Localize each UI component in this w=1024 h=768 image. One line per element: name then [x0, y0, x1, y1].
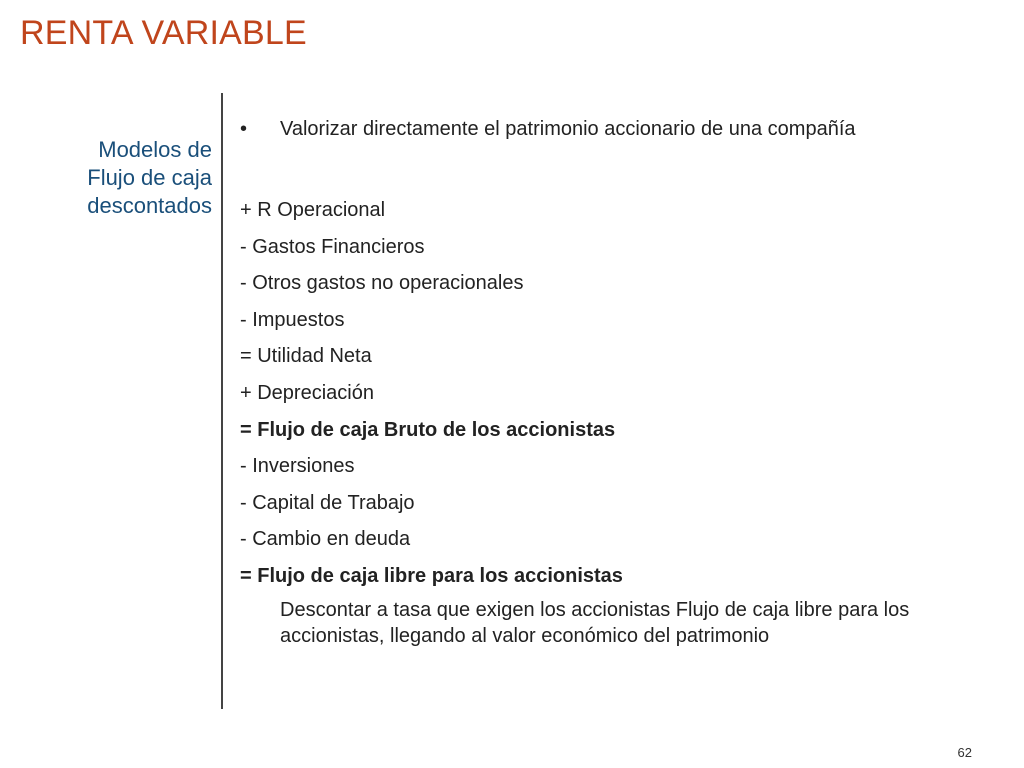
cash-flow-line: - Otros gastos no operacionales	[240, 272, 524, 295]
bullet-text: Valorizar directamente el patrimonio accionario de una compañía	[280, 118, 856, 140]
cash-flow-line: - Cambio en deuda	[240, 528, 411, 551]
page-number: 62	[957, 745, 972, 760]
section-label-line: Flujo de caja	[87, 165, 212, 190]
cash-flow-line: - Gastos Financieros	[240, 235, 425, 258]
discount-note: Descontar a tasa que exigen los accionistas Flujo de caja libre para los accionistas, llegando al valor económico del patrimonio	[280, 598, 910, 647]
spacer	[240, 154, 980, 192]
bullet-item	[240, 118, 980, 154]
slide-title: RENTA VARIABLE	[20, 14, 307, 52]
cash-flow-line: + R Operacional	[240, 199, 386, 221]
cash-flow-line-total: = Flujo de caja Bruto de los accionistas	[240, 418, 616, 441]
cash-flow-line: - Impuestos	[240, 308, 345, 331]
cash-flow-line-total: = Flujo de caja libre para los accionistas	[240, 564, 623, 587]
slide-content	[240, 118, 980, 649]
cash-flow-line: - Capital de Trabajo	[240, 491, 415, 514]
cash-flow-line: - Inversiones	[240, 455, 355, 478]
cash-flow-line: + Depreciación	[240, 381, 374, 404]
section-label-line: descontados	[87, 193, 212, 218]
section-label-line: Modelos de	[98, 137, 212, 162]
cash-flow-lines	[240, 192, 980, 595]
bullet-dot-icon: •	[240, 118, 248, 140]
section-label	[22, 136, 212, 220]
vertical-divider	[221, 93, 223, 709]
cash-flow-line: = Utilidad Neta	[240, 345, 372, 368]
